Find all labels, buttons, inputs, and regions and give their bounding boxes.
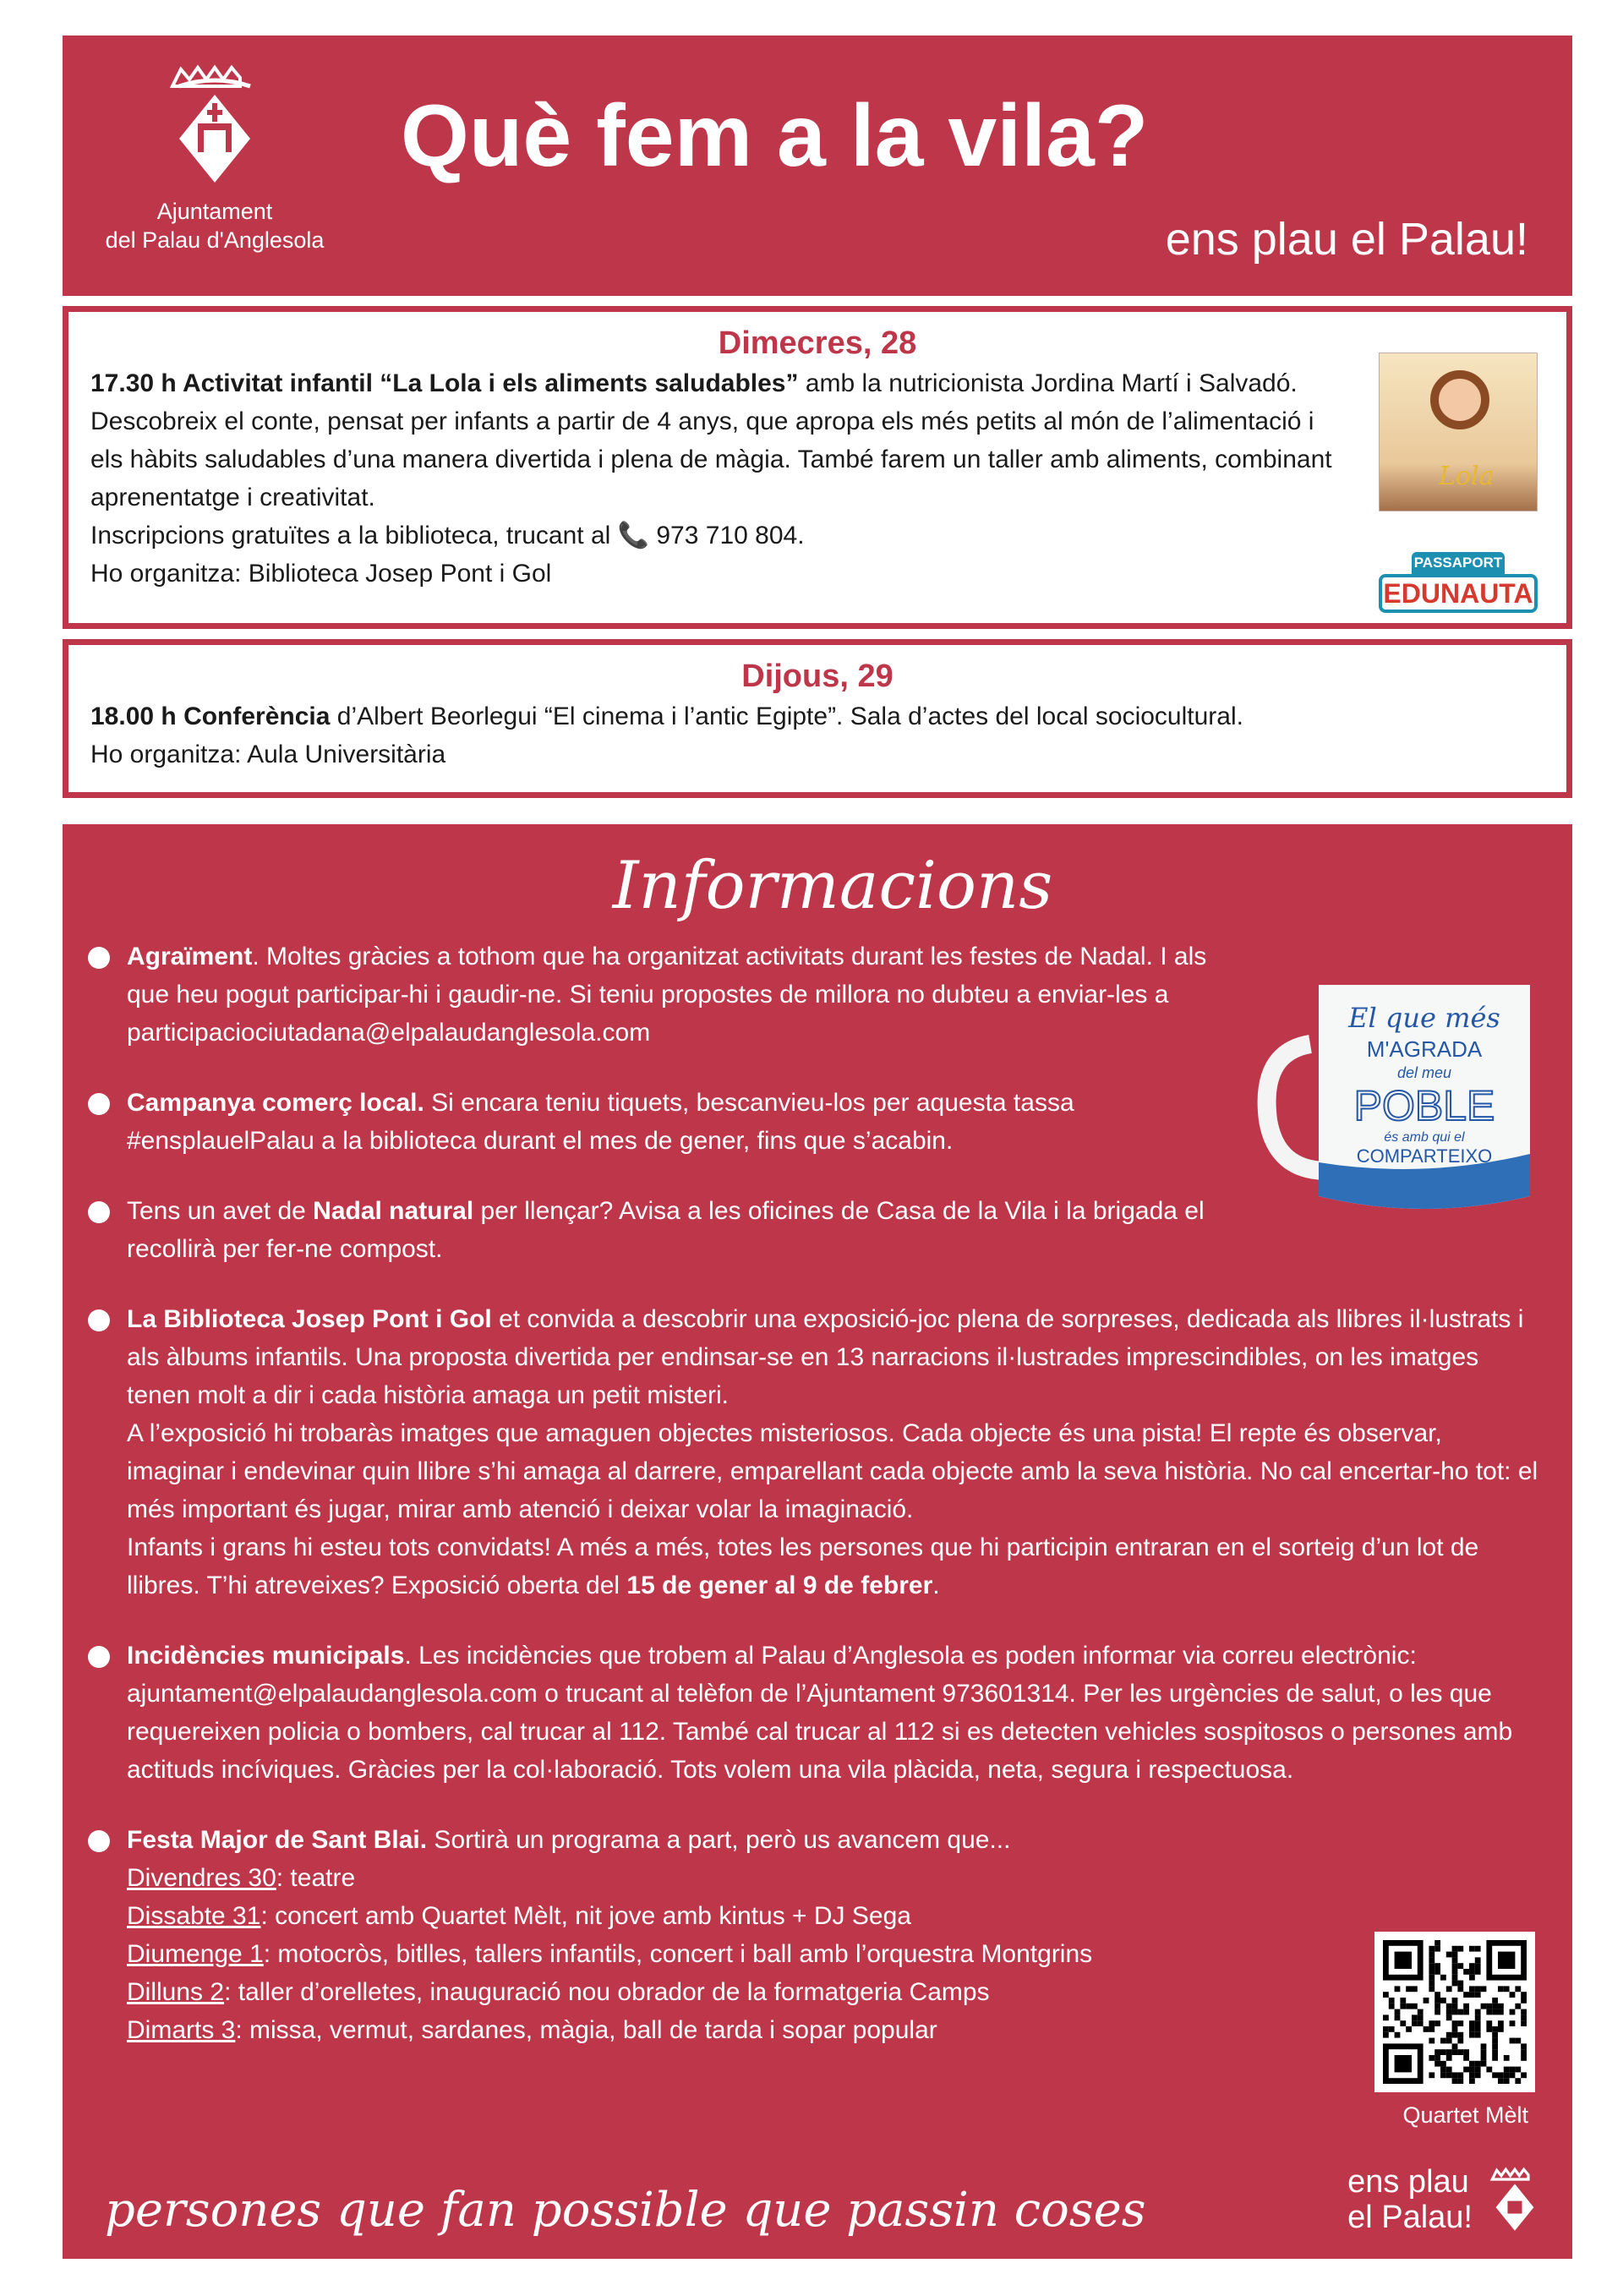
item-text: . Moltes gràcies a tothom que ha organitzat activitats durant les festes de Nadal. I als que heu pogut participar-hi i gaudir-ne. Si teniu propostes de millora no dubteu a enviar-les a participaciociutadana@elpalaudanglesola.com (127, 943, 1207, 1047)
item-title: La Biblioteca Josep Pont i Gol (127, 1305, 492, 1333)
day-label: Divendres 30 (127, 1864, 276, 1892)
festa-day-list (127, 1859, 1327, 2049)
event-wednesday (63, 306, 1572, 629)
event-text: amb la nutricionista Jordina Martí i Salvadó. Descobreix el conte, pensat per infants a partir de 4 anys, que apropa els més petits al món de l’alimentació i els hàbits saludables d’una manera divertida i plena de màgia. També farem un taller amb aliments, combinant aprenentatge i creativitat. (90, 369, 1332, 511)
footer-tagline: persones que fan possible que passin coses (105, 2183, 1146, 2238)
day-desc: : motocròs, bitlles, tallers infantils, concert i ball amb l’orquestra Montgrins (263, 1940, 1093, 1968)
day-label: Dilluns 2 (127, 1978, 225, 2006)
info-title: Informacions (612, 848, 1053, 924)
festa-day (127, 1935, 1327, 1973)
mug-text-6: COMPARTEIXO (1356, 1145, 1493, 1167)
item-title: Campanya comerç local. (127, 1089, 424, 1117)
qr-label: Quartet Mèlt (1402, 2102, 1528, 2128)
bullet-icon (88, 1201, 110, 1223)
item-text-3: Infants i grans hi esteu tots convidats! A més a més, totes les persones que hi participin entraran en el sorteig d’un lot de llibres. T’hi atreveixes? Exposició oberta del (127, 1533, 1479, 1599)
event-text: d’Albert Beorlegui “El cinema i l’antic Egipte”. Sala d’actes del local sociocultural. (330, 702, 1243, 730)
coat-of-arms-icon (1488, 2166, 1542, 2233)
day-label: Diumenge 1 (127, 1940, 264, 1968)
mug-text-4: POBLE (1353, 1082, 1495, 1129)
item-title: Incidències municipals (127, 1642, 405, 1670)
footer-logo-line-2: el Palau! (1347, 2200, 1473, 2235)
info-item (127, 1637, 1538, 1789)
inscription-text: Inscripcions gratuïtes a la biblioteca, trucant al (90, 522, 618, 549)
event-organizer: Ho organitza: Aula Universitària (90, 741, 446, 768)
item-title: Nadal natural (313, 1197, 474, 1225)
mug-text-2: M'AGRADA (1366, 1036, 1483, 1062)
event-description (90, 364, 1333, 517)
page-title: Què fem a la vila? (401, 87, 1149, 185)
event-organizer: Ho organitza: Biblioteca Josep Pont i Gol (90, 560, 552, 588)
day-label: Dissabte 31 (127, 1902, 261, 1930)
badge-top-text: PASSAPORT (1412, 552, 1505, 574)
event-day: Dimecres, 28 (718, 325, 917, 361)
item-text-pre: Tens un avet de (127, 1197, 314, 1225)
qr-code-icon (1383, 1940, 1527, 2084)
item-text-2: A l’exposició hi trobaràs imatges que amaguen objectes misteriosos. Cada objecte és una pista! El repte és observar, imaginar i endevinar quin llibre s’hi amaga al darrere, emparellant cada objecte amb la seva història. No cal encertar-ho tot: el més important és jugar, mirar amb atenció i deixar volar la imaginació. (127, 1419, 1538, 1523)
badge-main-text: EDUNAUTA (1379, 574, 1538, 613)
slogan: ens plau el Palau! (1165, 214, 1528, 265)
event-description (90, 697, 1544, 735)
bullet-icon (88, 1830, 110, 1852)
day-desc: : taller d’orelletes, inauguració nou obrador de la formatgeria Camps (224, 1978, 990, 2006)
festa-day (127, 1973, 1327, 2011)
item-text: et convida a descobrir una exposició-joc plena de sorpreses, dedicada als llibres il·lustrats i als àlbums infantils. Una proposta divertida per endinsar-se en 13 narracions il·lustrades imprescindibles, on les imatges tenen molt a dir i cada història amaga un petit misteri. (127, 1305, 1524, 1409)
info-item (127, 1300, 1538, 1604)
logo-line-2: del Palau d'Anglesola (105, 227, 325, 253)
event-thursday (63, 639, 1572, 798)
mug-text-5: és amb qui el (1384, 1130, 1465, 1145)
phone-icon: 📞 (617, 522, 650, 549)
bullet-icon (88, 1646, 110, 1668)
bullet-icon (88, 1309, 110, 1331)
item-text: Sortirà un programa a part, però us avancem que... (427, 1826, 1011, 1854)
footer-logo-line-1: ens plau (1347, 2164, 1469, 2200)
edunauta-passport-badge (1379, 552, 1538, 613)
item-text: per llençar? Avisa a les oficines de Casa de la Vila i la brigada el recollirà per fer-ne compost. (127, 1197, 1205, 1263)
period: . (932, 1572, 940, 1599)
mug-icon (1251, 951, 1538, 1238)
festa-day (127, 1897, 1327, 1935)
item-text: Si encara teniu tiquets, bescanvieu-los per aquesta tassa #ensplauelPalau a la biblioteca durant el mes de gener, fins que s’acabin. (127, 1089, 1074, 1155)
coat-of-arms-icon (164, 61, 265, 188)
event-inscription (90, 517, 1333, 555)
bullet-icon (88, 1093, 110, 1115)
mug-image (1251, 951, 1538, 1238)
municipality-logo (105, 61, 325, 254)
mug-text-1: El que més (1348, 1002, 1500, 1034)
event-headline: 18.00 h Conferència (90, 702, 331, 730)
info-item (127, 1084, 1226, 1160)
exhibition-dates: 15 de gener al 9 de febrer (626, 1572, 933, 1599)
mug-text-3: del meu (1396, 1064, 1452, 1081)
festa-day (127, 2011, 1327, 2049)
info-item-festa-major (127, 1821, 1327, 2049)
book-cover-image (1379, 353, 1538, 511)
phone-number: 973 710 804. (656, 522, 805, 549)
information-section (63, 824, 1572, 2259)
day-desc: : teatre (276, 1864, 356, 1892)
bullet-icon (88, 947, 110, 969)
day-desc: : concert amb Quartet Mèlt, nit jove amb kintus + DJ Sega (260, 1902, 911, 1930)
festa-day (127, 1859, 1327, 1897)
event-headline: 17.30 h Activitat infantil “La Lola i els aliments saludables” (90, 369, 799, 397)
header (63, 36, 1572, 296)
book-title: Lola (1439, 462, 1495, 491)
info-item (127, 1192, 1226, 1268)
footer-logo (1347, 2164, 1542, 2235)
item-text: . Les incidències que trobem al Palau d’Anglesola es poden informar via correu electrònic: ajuntament@elpalaudanglesola.com o trucant al telèfon de l’Ajuntament 973601314. Per les urgències de salut, o les que requereixen policia o bombers, cal trucar al 112. També cal trucar al 112 si es detecten vehicles sospitosos o persones amb actituds incíviques. Gràcies per la col·laboració. Tots volem una vila plàcida, neta, segura i respectuosa. (127, 1642, 1513, 1784)
day-label: Dimarts 3 (127, 2016, 236, 2044)
event-day: Dijous, 29 (741, 659, 893, 694)
info-item (127, 938, 1226, 1052)
item-title: Agraïment (127, 943, 253, 970)
day-desc: : missa, vermut, sardanes, màgia, ball de tarda i sopar popular (235, 2016, 937, 2044)
logo-line-1: Ajuntament (156, 199, 273, 224)
qr-code[interactable] (1374, 1932, 1535, 2092)
item-title: Festa Major de Sant Blai. (127, 1826, 428, 1854)
